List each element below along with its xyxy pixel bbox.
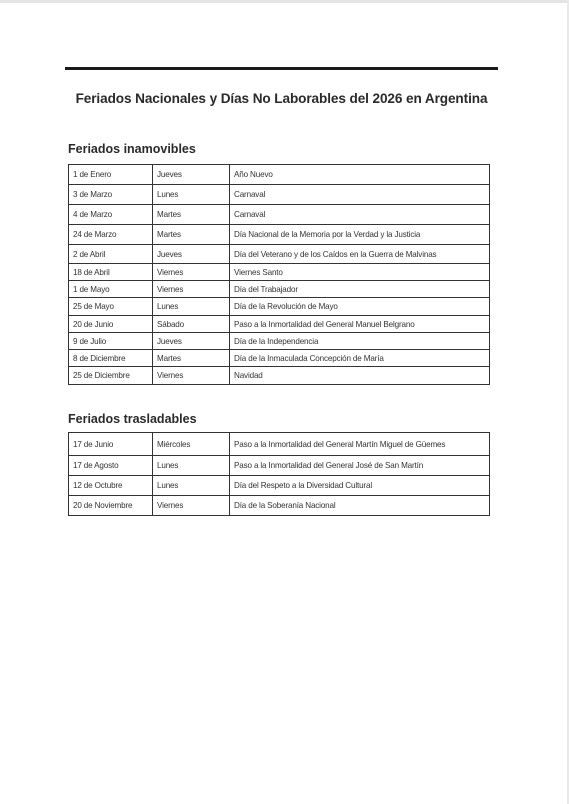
weekday-cell: Viernes [153, 264, 230, 281]
weekday-cell: Jueves [153, 245, 230, 264]
weekday-cell: Jueves [153, 165, 230, 185]
weekday-cell: Lunes [153, 185, 230, 205]
date-cell: 18 de Abril [69, 264, 153, 281]
holiday-name-cell: Día Nacional de la Memoria por la Verdad y la Justicia [230, 225, 490, 245]
date-cell: 17 de Junio [69, 433, 153, 456]
date-cell: 25 de Mayo [69, 298, 153, 316]
holiday-name-cell: Día del Trabajador [230, 281, 490, 298]
date-cell: 20 de Junio [69, 316, 153, 333]
holiday-name-cell: Día de la Independencia [230, 333, 490, 350]
table-row [69, 298, 490, 316]
holiday-name-cell: Día del Veterano y de los Caídos en la Guerra de Malvinas [230, 245, 490, 264]
date-cell: 3 de Marzo [69, 185, 153, 205]
date-cell: 12 de Octubre [69, 476, 153, 496]
section-heading-inamovibles: Feriados inamovibles [68, 142, 196, 156]
section-heading-trasladables: Feriados trasladables [68, 412, 197, 426]
table-row [69, 185, 490, 205]
table-row [69, 456, 490, 476]
weekday-cell: Viernes [153, 496, 230, 516]
date-cell: 20 de Noviembre [69, 496, 153, 516]
weekday-cell: Lunes [153, 476, 230, 496]
table-row [69, 245, 490, 264]
table-row [69, 350, 490, 367]
table-row [69, 476, 490, 496]
date-cell: 4 de Marzo [69, 205, 153, 225]
holiday-name-cell: Día de la Inmaculada Concepción de María [230, 350, 490, 367]
weekday-cell: Jueves [153, 333, 230, 350]
weekday-cell: Viernes [153, 281, 230, 298]
table-row [69, 433, 490, 456]
table-row [69, 316, 490, 333]
date-cell: 1 de Enero [69, 165, 153, 185]
holiday-name-cell: Navidad [230, 367, 490, 385]
date-cell: 9 de Julio [69, 333, 153, 350]
title-rule [65, 67, 498, 70]
table-row [69, 367, 490, 385]
holiday-name-cell: Paso a la Inmortalidad del General José de San Martín [230, 456, 490, 476]
date-cell: 1 de Mayo [69, 281, 153, 298]
date-cell: 8 de Diciembre [69, 350, 153, 367]
holiday-name-cell: Año Nuevo [230, 165, 490, 185]
weekday-cell: Viernes [153, 367, 230, 385]
holiday-name-cell: Día del Respeto a la Diversidad Cultural [230, 476, 490, 496]
date-cell: 25 de Diciembre [69, 367, 153, 385]
holiday-name-cell: Día de la Revolución de Mayo [230, 298, 490, 316]
table-row [69, 264, 490, 281]
holiday-name-cell: Viernes Santo [230, 264, 490, 281]
table-row [69, 281, 490, 298]
table-row [69, 165, 490, 185]
weekday-cell: Martes [153, 225, 230, 245]
table-row [69, 333, 490, 350]
weekday-cell: Miércoles [153, 433, 230, 456]
holidays-table-inamovibles [68, 164, 490, 385]
date-cell: 17 de Agosto [69, 456, 153, 476]
table-row [69, 496, 490, 516]
holiday-name-cell: Paso a la Inmortalidad del General Martín Miguel de Güemes [230, 433, 490, 456]
date-cell: 24 de Marzo [69, 225, 153, 245]
weekday-cell: Martes [153, 350, 230, 367]
holidays-table-trasladables [68, 432, 490, 516]
page-top-edge [0, 0, 569, 3]
holiday-name-cell: Día de la Soberanía Nacional [230, 496, 490, 516]
document-title: Feriados Nacionales y Días No Laborables del 2026 en Argentina [75, 91, 488, 106]
weekday-cell: Lunes [153, 456, 230, 476]
weekday-cell: Lunes [153, 298, 230, 316]
weekday-cell: Sábado [153, 316, 230, 333]
date-cell: 2 de Abril [69, 245, 153, 264]
holiday-name-cell: Carnaval [230, 205, 490, 225]
weekday-cell: Martes [153, 205, 230, 225]
holiday-name-cell: Paso a la Inmortalidad del General Manuel Belgrano [230, 316, 490, 333]
table-row [69, 225, 490, 245]
table-row [69, 205, 490, 225]
holiday-name-cell: Carnaval [230, 185, 490, 205]
